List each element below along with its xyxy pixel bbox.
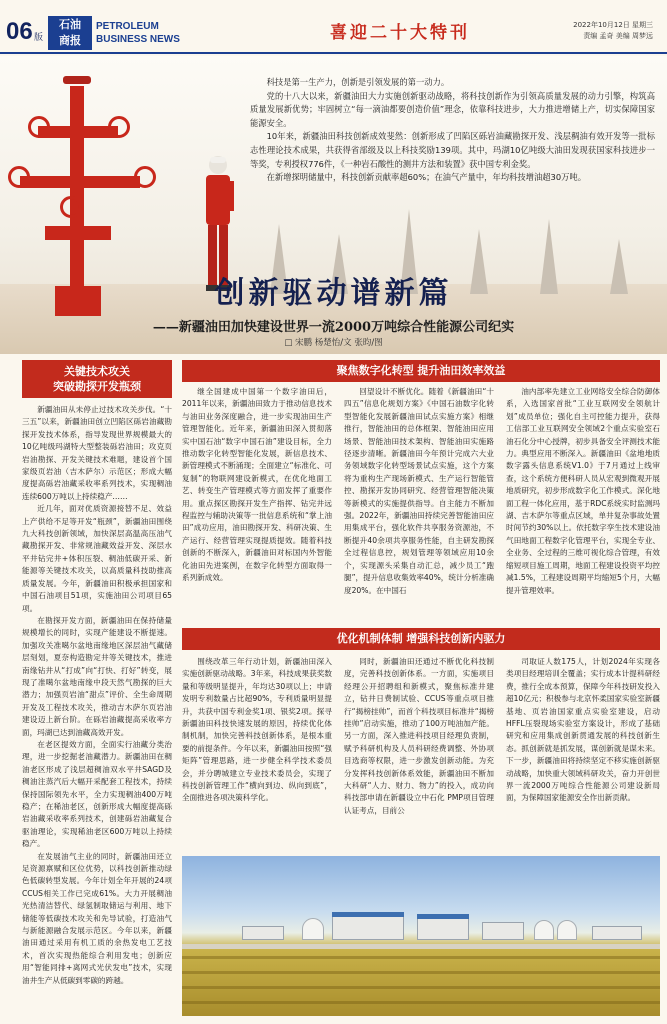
article-column-mechanism-3: 司取证人数175人，计划2024年实现各类项目经理培训全覆盖；实行成本计提科研经费，推行全成本预算，保障今年科技研发投入超10亿元；积极参与北京怀柔国家实验室新疆基地、页岩油国家重点实验室建设，启动HFFL压裂现场实验室方案设计，形成了基础研究和应用集成创新贯通发展的科技创新生态。抓创新就是抓发展，谋创新就是谋未来。下一步，新疆油田将持续坚定不移实施创新驱动战略，加快重大领域科研攻关，奋力开创世界一流2000万吨综合性能源公司建设新局面，为保障国家能源安全作出新贡献。 bbox=[506, 657, 660, 803]
section-title-mechanism: 优化机制体制 增强科技创新内驱力 bbox=[182, 628, 660, 650]
oilfield-aerial-photo bbox=[182, 856, 660, 1016]
paper-name-en: PETROLEUM BUSINESS NEWS bbox=[96, 21, 180, 45]
article-column-digital-2: 回望设计不断优化。随着《新疆油田“十四五”信息化规划方案》《中国石油数字化转型智能化发展新疆油田试点实施方案》相继推行，智能油田的总体框架、智能油田应用场景、智能油田技术架构、智能油田实施路径逐步清晰。新疆油田今年预计完成六大业务领域数字化转型场景试点实施，这个方案将为重构生产现场新模式、生产运行智能管控、勘探开发协同研究、经营管理智能决策等新模式的实施提供指导。自主能力不断加强。2022年，新疆油田持续完善智能油田应用集成平台，强化软件共享服务资源池，不断提升40余项共享服务性能，自主研发勘探全过程信息控，规划管理等领域应用10余个，实现源头采集自动汇总，减少员工“跑腿”，提升信息收集效率40%，统计分析准确度20%。在中国石 bbox=[344, 387, 494, 595]
page-unit: 版 bbox=[34, 33, 44, 43]
page-header bbox=[0, 0, 667, 58]
article-column-mechanism-2: 同时，新疆油田还通过不断优化科技制度，完善科技创新体系。一方面，实施项目经理公开招聘组和新模式，聚焦标准井建立，钻井日费制试验、CCUS等重点项目推行“揭榜挂帅”，而首个科技项目标准井“揭榜挂帅”启动实施，推动了100万吨油加产能。另一方面，深入推进科技项目经理负责制，赋予科研机构及人员科研经费调整、外协项目选商等权限，进一步激发创新动能。为充分发挥科技创新体系效能，新疆油田不断加大科研“人力、财力、物力”的投入，成功向科技部申请在新疆设立中石化 PMP项目管理认证考点，目前公 bbox=[344, 657, 494, 815]
article-column-mechanism-1: 围绕改革三年行动计划，新疆油田深入实施创新驱动战略。3年来，科技成果获奖数量和等级明显提升，年均达30项以上；申请发明专利数量占比超90%，专利质量明显提升，共获中国专利金奖1项、银奖2项。探寻新疆油田科技快速发展的原因，持续优化体制机制，加快完善科技创新体系，是根本重要的前提条件。今年以来，新疆油田按照“强矩阵”管理思路，进一步健全科学技术委员会，并分聘城建立专业技术委员会，实现了科技创新管理工作“横向到边、纵向到底”，全面推进各项决策科学化。 bbox=[182, 657, 332, 803]
headline: 创新驱动谱新篇 bbox=[214, 276, 453, 311]
section-title-digital: 聚焦数字化转型 提升油田效率效益 bbox=[182, 360, 660, 382]
section-title-key-tech: 关键技术攻关 突破勘探开发瓶颈 bbox=[22, 360, 172, 398]
dateline: 2022年10月12日 星期三 责编 孟奇 美编 周梦远 bbox=[573, 21, 653, 40]
header-rule bbox=[0, 52, 667, 54]
special-issue-title: 喜迎二十大特刊 bbox=[330, 23, 470, 43]
subheadline: ——新疆油田加快建设世界一流2000万吨综合性能源公司纪实 bbox=[152, 320, 515, 335]
article-column-digital-3: 油内部率先建立工业网络安全综合防御体系，入选国家首批“工业互联网安全领航计划”成员单位；强化自主可控能力提升，获得工信部工业互联网安全领域2个重点实验室石油石化分中心授牌，初步具备安全评测技术能力。典型应用不断深入。新疆油田《盆地地质数字露头信息系统V1.0》于7月通过上线审查，这个系统方便科研人员从宏观到微观开展地质研究，初步形成数字化工作模式。深化地面工程一体化应用，基于RDC系统实时监测玛湖、吉木萨尔等重点区域，单井复杂事故处置时间节约30%以上。依托数字孪生技术建设油气田地面工程数字化管理平台，实现全专业、全业务、全过程的三维可视化综合管理，有效缩短项目施工周期，地面工程建设投资平均控减1.5%，工程建设周期平均缩短5个月，大幅提升管理效率。 bbox=[506, 387, 660, 595]
newspaper-logo: 石油 商报 bbox=[48, 16, 92, 50]
byline: □ 宋鹏 杨楚怡/文 张昀/图 bbox=[284, 338, 383, 348]
page-number: 06 bbox=[6, 18, 33, 45]
article-column-left: 新疆油田从未停止过技术攻关步伐。“十三五”以来，新疆油田创立凹陷区砾岩油藏勘探开发技术体系，指导发现世界规模最大的10亿吨级玛湖特大型整装砾岩油田；攻克页岩油勘探、开发关键技术难题，建设首个国家级页岩油（吉木萨尔）示范区；形成大幅度提高砾岩油藏采收率系列技术，实现稠油连续600万吨以上持续稳产…… 近几年，面对优质资源接替不足、效益上产供给不足等开发“瓶颈”，新疆油田围绕九大科技创新领域，加快深层高温高压油气藏勘探开发、非常规油藏效益开发、深层水平井钻完井+体积压裂、稠油低碳开采、新能源等关键技术攻关，以高质量科技助推高质量发展。今年，新疆油田积极承担国家和中国石油项目51项，实施油田公司项目65项。 在勘探开发方面，新疆油田在保持储量规模增长的同时，实现产能建设不断提速。加强攻关准噶尔盆地南缘地区深层油气藏储层刻划，夏奈构造勘定井等关键技术，推进南缘钻井从“打成”向“打快、打好”转变，展现了准噶尔盆地南缘中段天然气勘探的巨大潜力；加强页岩油“甜点”评价、全生命周期开发及工程技术攻关，推动吉木萨尔页岩油建设迈上新台阶。在砾岩油藏提高采收率方面，玛湖已达到油藏高效开发。 在老区提效方面，全面实行油藏分类治理，进一步挖掘老油藏潜力。新疆油田在稠油老区形成了浅层超稠油双水平井SAGD及稠油注蒸汽后大幅开采配套工程技术，持续保持国际领先水平，全力实现稠油400万吨稳产；在稀油老区，创新形成大幅度提高砾岩油藏采收率系列技术，创建砾岩油藏复合驱油理论，实现稀油老区600万吨以上持续稳产。 在发展油气主业的同时，新疆油田还立足资源禀赋和区位优势，以科技创新推动绿色低碳转型发展。今年计划全年开展的24项CCUS相关工作已完成61%。大力开展稠油光热清洁替代、绿氢制取储运与利用、地下储能等低碳技术攻关和先导试验，打造油气与新能源融合发展示范区。今年以来，新疆油田通过采用有机工质的余热发电工艺技术，首次实现热能综合利用发电；创新应用“智能同排+离网式光伏发电”技术，实现油井生产从低碳到零碳的跨越。 bbox=[22, 405, 172, 985]
intro-text: 科技是第一生产力，创新是引领发展的第一动力。 党的十八大以来，新疆油田大力实施创新驱动战略，将科技创新作为引领高质量发展的动力引擎，构筑高质量发展新优势；牢固树立“每一滴油都要创造价值”理念，依靠科技进步，大力推进增储上产，切实保障国家能源安全。 10年来，新疆油田科技创新成效斐然：创新形成了凹陷区砾岩油藏勘探开发、浅层稠油有效开发等一批标志性理论技术成果，共获得省部级及以上科技奖励139项。其中，玛湖10亿吨级大油田发现获国家科技进步一等奖，专利授权776件，《一种岩石酸性的测井方法和装置》获中国专利金奖。 在新增探明储量中，科技创新贡献率超60%；在油气产量中，年均科技增油超30万吨。 bbox=[250, 77, 655, 183]
article-column-digital-1: 继全国建成中国第一个数字油田后，2011年以来，新疆油田致力于推动信息技术与油田业务深度融合，进一步实现油田生产管理智能化。近年来，新疆油田深入贯彻落实中国石油“数字中国石油”建设目标，全力推动数字化转型智能化发展，新信息技术、新管理模式不断涌现；全面建立“标准化、可复制”的物联网建设新模式，在优化地面工艺、转变生产管理模式等方面发挥了重要作用。重点探区勘探开发生产指挥、钻完井远程监控与辅助决策等一批信息系统和“掌上油田”成功应用，油田勘探开发、科研决策、生产运行、经营管理实现提质提效。随着科技创新的不断深入，新疆油田对标国内外智能化油田先进案例，在数字化转型方面取得一系列新成效。 bbox=[182, 387, 332, 583]
